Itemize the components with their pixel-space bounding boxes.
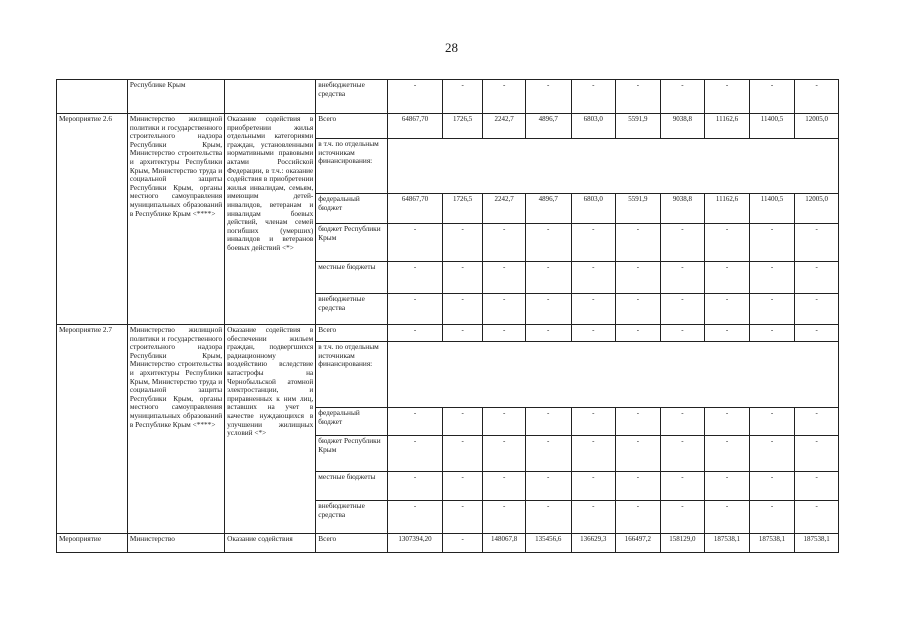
amount-cell: -: [616, 224, 661, 262]
amount-cell: -: [705, 408, 750, 436]
amount-cell: -: [483, 224, 526, 262]
amount-cell: -: [483, 436, 526, 472]
amount-cell: -: [442, 501, 483, 534]
amount-cell: 5591,9: [616, 194, 661, 224]
source-cell: бюджет Республики Крым: [316, 224, 388, 262]
source-cell: внебюджетные средства: [316, 80, 388, 114]
amount-cell: -: [616, 408, 661, 436]
amount-cell: -: [749, 501, 795, 534]
amount-cell: 4896,7: [525, 114, 571, 139]
amount-cell: 11400,5: [749, 114, 795, 139]
amount-cell: -: [660, 224, 705, 262]
amount-cell: -: [442, 224, 483, 262]
amount-cell: -: [571, 224, 616, 262]
amount-cell: -: [571, 325, 616, 342]
description-cell: [225, 80, 316, 114]
amount-cell: -: [388, 262, 443, 294]
empty-values-cell: [388, 139, 839, 194]
amount-cell: 5591,9: [616, 114, 661, 139]
amount-cell: -: [749, 224, 795, 262]
amount-cell: 11400,5: [749, 194, 795, 224]
amount-cell: -: [525, 472, 571, 501]
source-cell: Всего: [316, 114, 388, 139]
amount-cell: 166497,2: [616, 534, 661, 553]
amount-cell: -: [571, 436, 616, 472]
source-cell: в т.ч. по отдельным источникам финансирования:: [316, 342, 388, 408]
amount-cell: -: [525, 80, 571, 114]
amount-cell: -: [571, 262, 616, 294]
amount-cell: -: [705, 80, 750, 114]
executor-cell: Министерство жилищной политики и государственного строительного надзора Республики Крым, Министерство строительства и архитектуры Республики Крым, Министерство труда и социальной защиты Республики Крым, органы местного самоуправления муниципальных образований в Республике Крым <****>: [127, 114, 224, 325]
amount-cell: 9038,8: [660, 114, 705, 139]
table-row: [57, 325, 839, 342]
amount-cell: -: [705, 294, 750, 325]
amount-cell: -: [525, 294, 571, 325]
amount-cell: -: [388, 436, 443, 472]
amount-cell: -: [616, 436, 661, 472]
amount-cell: -: [749, 294, 795, 325]
executor-cell: Республике Крым: [127, 80, 224, 114]
amount-cell: -: [388, 80, 443, 114]
amount-cell: -: [483, 472, 526, 501]
amount-cell: -: [795, 325, 839, 342]
page-number: 28: [445, 40, 458, 55]
amount-cell: -: [616, 262, 661, 294]
amount-cell: -: [660, 294, 705, 325]
amount-cell: -: [483, 80, 526, 114]
amount-cell: -: [749, 408, 795, 436]
amount-cell: -: [705, 262, 750, 294]
amount-cell: -: [442, 325, 483, 342]
amount-cell: -: [483, 262, 526, 294]
amount-cell: -: [571, 472, 616, 501]
empty-values-cell: [388, 342, 839, 408]
source-cell: внебюджетные средства: [316, 294, 388, 325]
amount-cell: -: [571, 408, 616, 436]
amount-cell: -: [795, 262, 839, 294]
source-cell: местные бюджеты: [316, 262, 388, 294]
amount-cell: 12005,0: [795, 114, 839, 139]
amount-cell: -: [571, 80, 616, 114]
amount-cell: -: [388, 472, 443, 501]
amount-cell: -: [705, 325, 750, 342]
amount-cell: -: [388, 294, 443, 325]
amount-cell: -: [660, 501, 705, 534]
amount-cell: -: [616, 501, 661, 534]
amount-cell: -: [660, 472, 705, 501]
event-label-cell: Мероприятие 2.7: [57, 325, 128, 534]
table-row: [57, 80, 839, 114]
amount-cell: 4896,7: [525, 194, 571, 224]
amount-cell: -: [442, 80, 483, 114]
amount-cell: 64867,70: [388, 114, 443, 139]
amount-cell: -: [388, 325, 443, 342]
amount-cell: 187538,1: [749, 534, 795, 553]
amount-cell: 187538,1: [795, 534, 839, 553]
amount-cell: -: [795, 436, 839, 472]
description-cell: Оказание содействия в обеспечении жильем граждан, подвергшихся радиационному воздействию вследствие катастрофы на Чернобыльской атомной электростанции, и приравненных к ним лиц, вставших на учет в качестве нуждающихся в улучшении жилищных условий <*>: [225, 325, 316, 534]
amount-cell: -: [616, 294, 661, 325]
amount-cell: 2242,7: [483, 194, 526, 224]
source-cell: Всего: [316, 534, 388, 553]
amount-cell: -: [660, 325, 705, 342]
amount-cell: -: [705, 472, 750, 501]
description-cell: Оказание содействия: [225, 534, 316, 553]
amount-cell: -: [705, 501, 750, 534]
financing-table: [56, 79, 839, 553]
amount-cell: -: [795, 501, 839, 534]
amount-cell: -: [749, 436, 795, 472]
amount-cell: -: [705, 224, 750, 262]
amount-cell: -: [483, 294, 526, 325]
amount-cell: 1726,5: [442, 114, 483, 139]
amount-cell: -: [442, 436, 483, 472]
amount-cell: -: [795, 294, 839, 325]
amount-cell: -: [749, 80, 795, 114]
amount-cell: -: [571, 501, 616, 534]
amount-cell: 136629,3: [571, 534, 616, 553]
amount-cell: -: [388, 501, 443, 534]
amount-cell: -: [616, 472, 661, 501]
source-cell: в т.ч. по отдельным источникам финансирования:: [316, 139, 388, 194]
table-row: [57, 114, 839, 139]
source-cell: бюджет Республики Крым: [316, 436, 388, 472]
amount-cell: 64867,70: [388, 194, 443, 224]
source-cell: федеральный бюджет: [316, 194, 388, 224]
amount-cell: -: [660, 262, 705, 294]
amount-cell: -: [749, 472, 795, 501]
amount-cell: -: [525, 224, 571, 262]
source-cell: федеральный бюджет: [316, 408, 388, 436]
amount-cell: -: [525, 436, 571, 472]
executor-cell: Министерство: [127, 534, 224, 553]
amount-cell: -: [525, 501, 571, 534]
executor-cell: Министерство жилищной политики и государственного строительного надзора Республики Крым, Министерство строительства и архитектуры Республики Крым, Министерство труда и социальной защиты Республики Крым, органы местного самоуправления муниципальных образований в Республике Крым <****>: [127, 325, 224, 534]
amount-cell: -: [442, 262, 483, 294]
amount-cell: -: [660, 436, 705, 472]
table-row: [57, 534, 839, 553]
description-cell: Оказание содействия в приобретении жилья отдельными категориями граждан, установленными нормативными правовыми актами Российской Федерации, в т.ч.: оказание содействия в приобретении жилья инвалидам, семьям, имеющим детей-инвалидов, ветеранам и инвалидам боевых действий, членам семей погибших (умерших) инвалидов и ветеранов боевых действий <*>: [225, 114, 316, 325]
amount-cell: -: [442, 294, 483, 325]
amount-cell: 12005,0: [795, 194, 839, 224]
amount-cell: -: [749, 325, 795, 342]
amount-cell: -: [442, 472, 483, 501]
amount-cell: -: [525, 408, 571, 436]
amount-cell: -: [616, 325, 661, 342]
amount-cell: -: [616, 80, 661, 114]
source-cell: внебюджетные средства: [316, 501, 388, 534]
amount-cell: -: [795, 80, 839, 114]
source-cell: местные бюджеты: [316, 472, 388, 501]
amount-cell: -: [525, 262, 571, 294]
amount-cell: 2242,7: [483, 114, 526, 139]
amount-cell: -: [442, 534, 483, 553]
amount-cell: -: [795, 408, 839, 436]
amount-cell: 1726,5: [442, 194, 483, 224]
amount-cell: 1307394,20: [388, 534, 443, 553]
event-cell: [57, 80, 128, 114]
amount-cell: 187538,1: [705, 534, 750, 553]
amount-cell: 11162,6: [705, 114, 750, 139]
amount-cell: -: [705, 436, 750, 472]
amount-cell: -: [660, 408, 705, 436]
amount-cell: 9038,8: [660, 194, 705, 224]
amount-cell: -: [442, 408, 483, 436]
amount-cell: -: [388, 408, 443, 436]
amount-cell: -: [483, 408, 526, 436]
amount-cell: -: [571, 294, 616, 325]
amount-cell: 158129,0: [660, 534, 705, 553]
amount-cell: 135456,6: [525, 534, 571, 553]
amount-cell: -: [749, 262, 795, 294]
amount-cell: -: [660, 80, 705, 114]
amount-cell: -: [483, 501, 526, 534]
event-label-cell: Мероприятие: [57, 534, 128, 553]
amount-cell: -: [795, 472, 839, 501]
amount-cell: -: [483, 325, 526, 342]
amount-cell: -: [795, 224, 839, 262]
amount-cell: -: [388, 224, 443, 262]
amount-cell: 6803,0: [571, 114, 616, 139]
source-cell: Всего: [316, 325, 388, 342]
amount-cell: 11162,6: [705, 194, 750, 224]
amount-cell: 6803,0: [571, 194, 616, 224]
amount-cell: -: [525, 325, 571, 342]
amount-cell: 148067,8: [483, 534, 526, 553]
event-label-cell: Мероприятие 2.6: [57, 114, 128, 325]
